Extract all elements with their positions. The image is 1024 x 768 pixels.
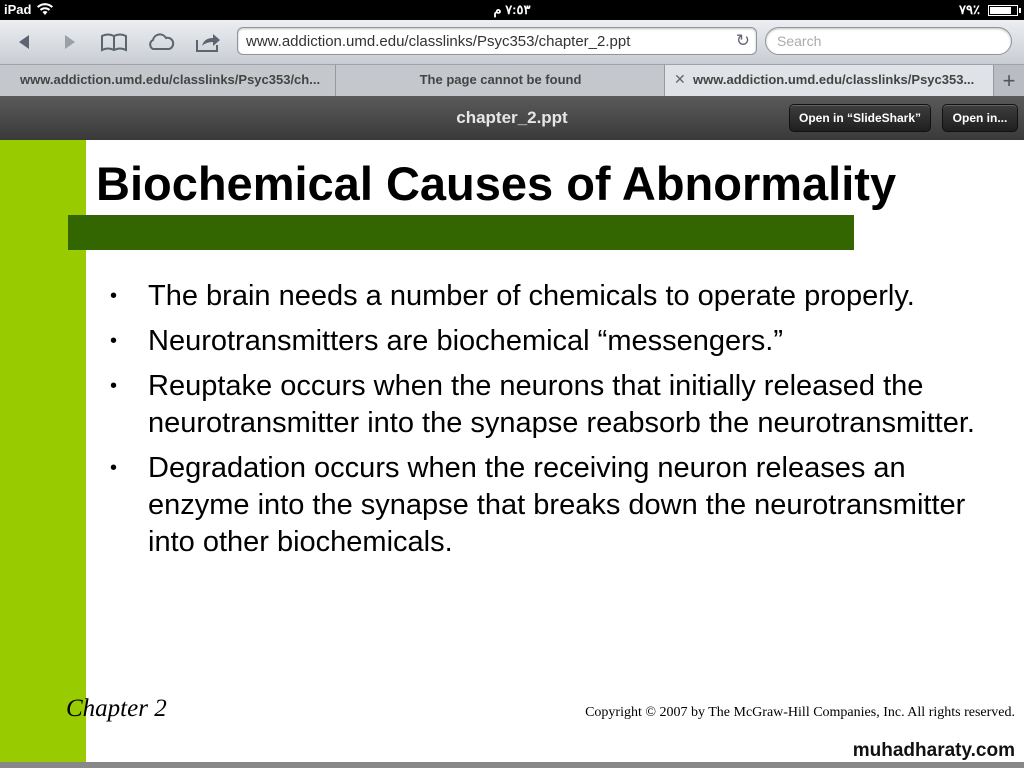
bullet-icon: • — [110, 375, 118, 397]
list-item: • Reuptake occurs when the neurons that initially released the neurotransmitter into the synapse reabsorb the neurotransmitter. — [110, 370, 975, 439]
tab-label: www.addiction.umd.edu/classlinks/Psyc353... — [693, 72, 975, 87]
battery-icon — [988, 5, 1018, 16]
tab-label: The page cannot be found — [419, 72, 582, 87]
bullet-list — [110, 278, 1010, 569]
search-input[interactable] — [765, 27, 1012, 55]
tab-bar — [0, 65, 1024, 97]
battery-percent: ٧٩٪ — [959, 2, 980, 17]
slide-footer-copyright: Copyright © 2007 by The McGraw-Hill Companies, Inc. All rights reserved. — [585, 705, 1015, 720]
bottom-strip — [0, 762, 1024, 768]
slide-heading: Biochemical Causes of Abnormality — [96, 157, 897, 210]
tab-label: www.addiction.umd.edu/classlinks/Psyc353/ch... — [20, 72, 321, 87]
bullet-icon: • — [110, 457, 118, 479]
close-tab-icon[interactable]: ✕ — [674, 71, 686, 87]
forward-icon[interactable] — [54, 28, 86, 56]
slide — [0, 140, 1024, 762]
list-item: • Neurotransmitters are biochemical “messengers.” — [110, 323, 1010, 360]
list-item: • Degradation occurs when the receiving neuron releases an enzyme into the synapse that breaks down the neurotransmitter into other biochemicals. — [110, 452, 966, 558]
clock: ٧:٥٣ م — [493, 2, 531, 17]
tab-chapter-1[interactable] — [0, 65, 336, 96]
address-bar[interactable] — [237, 27, 757, 55]
bullet-icon: • — [110, 285, 118, 307]
address-bar-text: www.addiction.umd.edu/classlinks/Psyc353/chapter_2.ppt — [246, 33, 631, 50]
slide-footer-chapter: Chapter 2 — [66, 695, 167, 722]
tab-page-not-found[interactable] — [336, 65, 665, 96]
icloud-tabs-icon[interactable] — [145, 28, 177, 56]
device-name: iPad — [4, 2, 32, 17]
search-placeholder: Search — [777, 33, 822, 49]
document-bar — [0, 96, 1024, 140]
back-icon[interactable] — [8, 28, 40, 56]
share-icon[interactable] — [192, 28, 224, 56]
watermark: muhadharaty.com — [850, 740, 1018, 762]
bookmarks-icon[interactable] — [98, 28, 130, 56]
browser-toolbar — [0, 20, 1024, 65]
bullet-icon: • — [110, 330, 118, 352]
open-in-button[interactable]: Open in... — [942, 104, 1018, 132]
tab-chapter-2[interactable] — [665, 65, 994, 96]
add-tab-icon[interactable]: + — [1002, 67, 1016, 93]
open-in-slideshark-button[interactable]: Open in “SlideShark” — [789, 104, 931, 132]
reload-icon[interactable]: ↻ — [735, 31, 750, 50]
status-bar — [0, 0, 1024, 20]
document-title: chapter_2.ppt — [456, 108, 568, 127]
list-item: • The brain needs a number of chemicals to operate properly. — [110, 278, 1010, 315]
heading-rule — [68, 215, 854, 250]
